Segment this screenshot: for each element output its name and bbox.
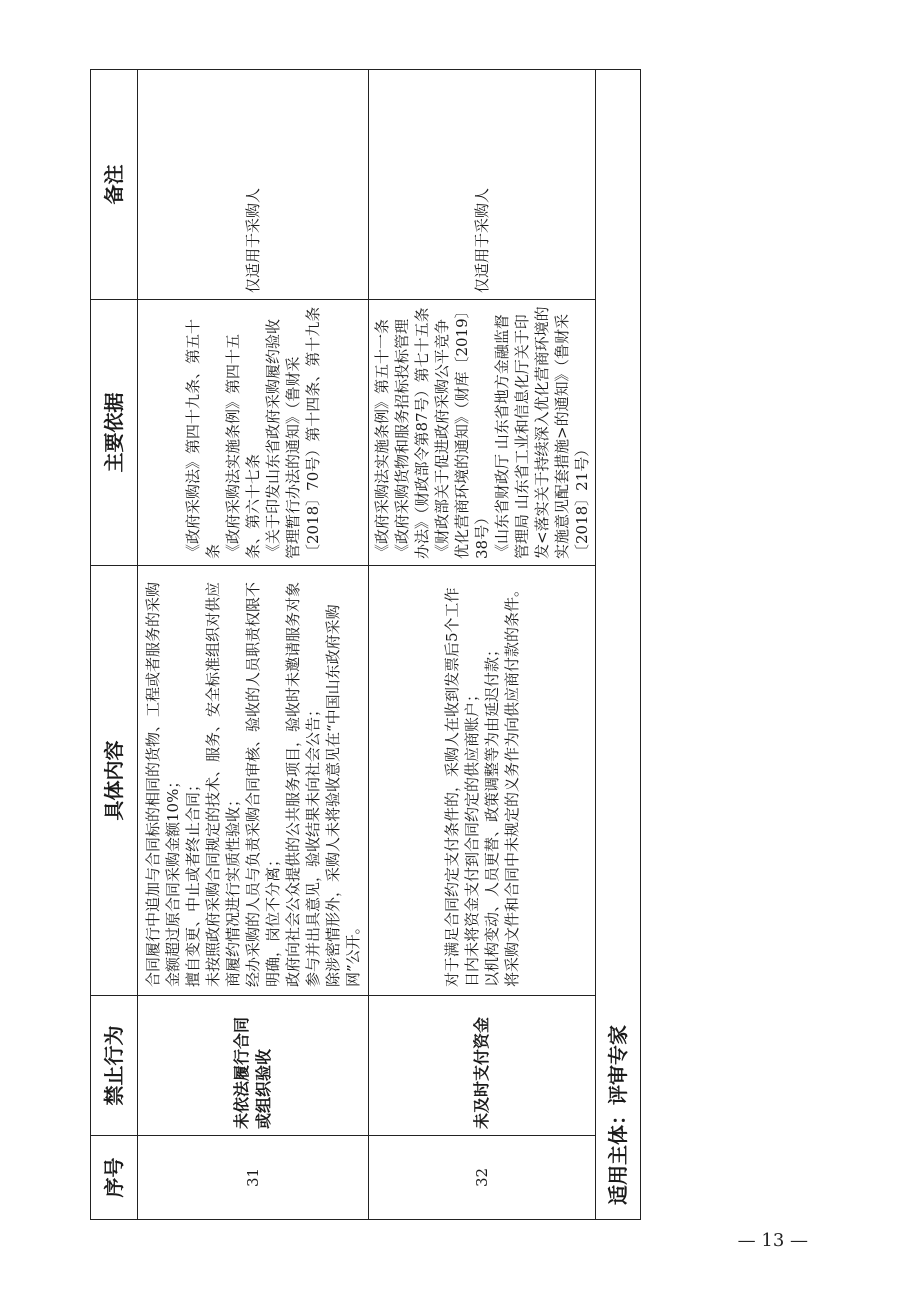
table-row <box>369 70 596 1220</box>
row-behavior: 未依法履行合同或组织验收 <box>138 996 369 1136</box>
content-line: 对于满足合同约定支付条件的，采购人在收到发票后5个工作日内未将资金支付到合同约定的供应商账户； <box>443 587 481 987</box>
basis-line: 《关于印发山东省政府采购履约验收管理暂行办法的通知》（鲁财采〔2018〕70号）第十四条、第十九条 <box>264 306 322 559</box>
header-content: 具体内容 <box>91 566 138 996</box>
rotated-page <box>90 70 762 1220</box>
row-seq: 32 <box>369 1136 596 1220</box>
footer-row <box>596 70 641 1220</box>
row-note: 仅适用于采购人 <box>138 70 369 300</box>
page-number: — 13 — <box>737 1230 808 1251</box>
applicable-subject: 适用主体：评审专家 <box>596 70 641 1220</box>
header-basis: 主要依据 <box>91 300 138 566</box>
table-row <box>138 70 369 1220</box>
header-behavior: 禁止行为 <box>91 996 138 1136</box>
row-content <box>369 566 596 996</box>
content-line: 除涉密情形外，采购人未将验收意见在“中国山东政府采购网”公开。 <box>324 604 362 987</box>
row-note: 仅适用于采购人 <box>369 70 596 300</box>
content-line: 政府向社会公众提供的公共服务项目，验收时未邀请服务对象参与并出具意见，验收结果未向社会公告； <box>284 581 322 987</box>
content-line: 将采购文件和合同中未规定的义务作为向供应商付款的条件。 <box>503 581 521 987</box>
content-line: 经办采购的人员与负责采购合同审核、验收的人员职责权限不明确，岗位不分离； <box>244 581 282 987</box>
basis-line: 《政府采购法实施条例》第五十一条 <box>373 318 391 559</box>
content-line: 以机构变动、人员更替、政策调整等为由延迟付款； <box>483 641 501 987</box>
row-seq: 31 <box>138 1136 369 1220</box>
header-note: 备注 <box>91 70 138 300</box>
row-behavior: 未及时支付资金 <box>369 996 596 1136</box>
row-basis <box>138 300 369 566</box>
content-line: 擅自变更、中止或者终止合同； <box>184 776 202 987</box>
row-content <box>138 566 369 996</box>
content-line: 未按照政府采购合同规定的技术、服务、安全标准组织对供应商履约情况进行实质性验收； <box>204 581 242 987</box>
basis-line: 《政府采购法》第四十九条、第五十条 <box>184 318 222 559</box>
content-line: 合同履行中追加与合同标的相同的货物、工程或者服务的采购金额超过原合同采购金额10%； <box>144 581 182 987</box>
basis-line: 《财政部关于促进政府采购公平竞争优化营商环境的通知》（财库〔2019〕38号） <box>433 310 491 559</box>
row-basis <box>369 300 596 566</box>
header-seq: 序号 <box>91 1136 138 1220</box>
basis-line: 《山东省财政厅 山东省地方金融监督管理局 山东省工业和信息化厅关于印发<落实关于持续深入优化营商环境的实施意见配套措施>的通知》（鲁财采〔2018〕21号） <box>493 306 591 559</box>
header-row <box>91 70 138 1220</box>
basis-line: 《政府采购法实施条例》第四十五条、第六十七条 <box>224 333 262 559</box>
basis-line: 《政府采购货物和服务招标投标管理办法》（财政部令第87号）第七十五条 <box>393 307 431 559</box>
prohibited-behaviors-table <box>90 69 641 1220</box>
